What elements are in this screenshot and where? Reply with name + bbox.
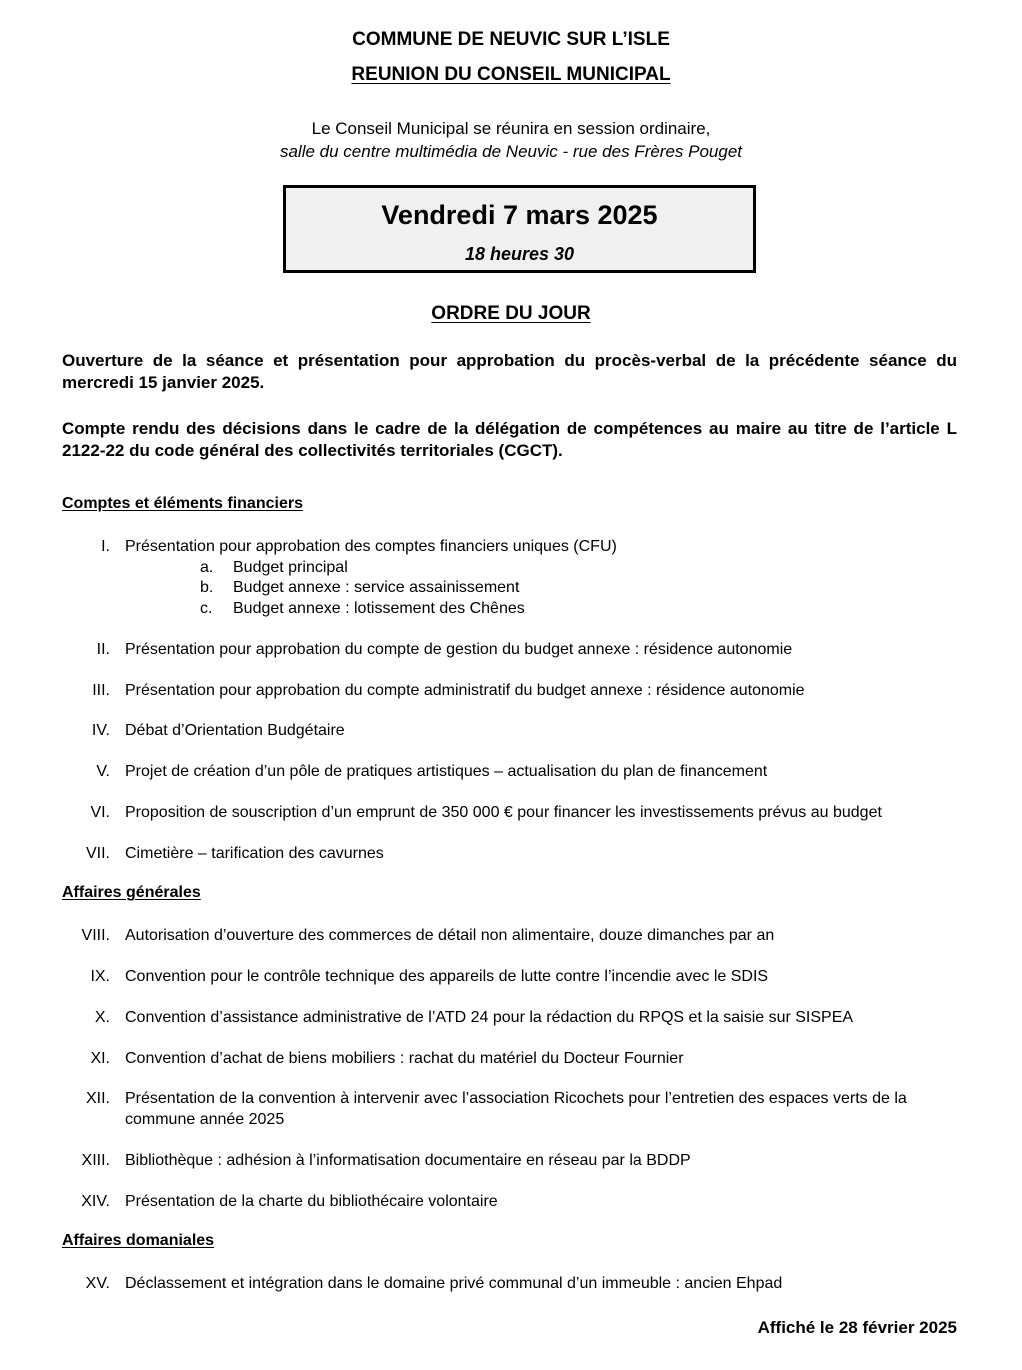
item-number: II. bbox=[96, 641, 110, 658]
item-text: Bibliothèque : adhésion à l’informatisation documentaire en réseau par la BDDP bbox=[125, 1152, 691, 1169]
item-number: III. bbox=[92, 682, 110, 699]
item-number: VII. bbox=[85, 845, 110, 862]
item-text: Déclassement et intégration dans le domaine privé communal d’un immeuble : ancien Ehpad bbox=[125, 1275, 783, 1292]
posted-date: Affiché le 28 février 2025 bbox=[757, 1318, 957, 1337]
item-number: IV. bbox=[91, 722, 110, 739]
sub-item-text: Budget annexe : service assainissement bbox=[233, 579, 520, 596]
session-date-box bbox=[283, 185, 756, 273]
report-paragraph: Compte rendu des décisions dans le cadre de la délégation de compétences au maire au titre de l’article L 2122-22 du code général des collectivités territoriales (CGCT). bbox=[62, 419, 957, 460]
item-text: Présentation pour approbation du compte de gestion du budget annexe : résidence autonomie bbox=[125, 641, 793, 658]
item-number: X. bbox=[94, 1009, 110, 1026]
intro-line-1: Le Conseil Municipal se réunira en session ordinaire, bbox=[311, 119, 711, 138]
intro-line-2: salle du centre multimédia de Neuvic - rue des Frères Pouget bbox=[279, 142, 743, 161]
item-text: Convention d’assistance administrative de l’ATD 24 pour la rédaction du RPQS et la saisie sur SISPEA bbox=[125, 1009, 854, 1026]
item-number: XIV. bbox=[81, 1193, 110, 1210]
sub-item-letter: c. bbox=[200, 600, 213, 617]
sub-item-letter: a. bbox=[200, 559, 214, 576]
section-title-finance: Comptes et éléments financiers bbox=[62, 495, 303, 512]
item-text: Cimetière – tarification des cavurnes bbox=[125, 845, 384, 862]
session-time: 18 heures 30 bbox=[464, 244, 575, 264]
agenda-title: ORDRE DU JOUR bbox=[431, 303, 591, 324]
item-text: Projet de création d’un pôle de pratiques artistiques – actualisation du plan de financement bbox=[125, 763, 768, 780]
item-number: XI. bbox=[90, 1050, 110, 1067]
item-number: V. bbox=[96, 763, 110, 780]
opening-paragraph: Ouverture de la séance et présentation pour approbation du procès-verbal de la précédente séance du mercredi 15 janvier 2025. bbox=[62, 351, 957, 392]
item-text: Présentation pour approbation du compte administratif du budget annexe : résidence autonomie bbox=[125, 682, 805, 699]
item-text: Débat d’Orientation Budgétaire bbox=[125, 722, 345, 739]
sub-item-text: Budget annexe : lotissement des Chênes bbox=[233, 600, 525, 617]
item-number: XIII. bbox=[81, 1152, 110, 1169]
section-title-domain: Affaires domaniales bbox=[62, 1232, 215, 1249]
item-text: Présentation pour approbation des comptes financiers uniques (CFU) bbox=[125, 538, 617, 555]
item-text: Présentation de la charte du bibliothécaire volontaire bbox=[125, 1193, 498, 1210]
item-number: VIII. bbox=[81, 927, 110, 944]
session-date: Vendredi 7 mars 2025 bbox=[381, 200, 658, 230]
sub-item-letter: b. bbox=[200, 579, 214, 596]
section-title-general: Affaires générales bbox=[62, 884, 201, 901]
item-text: Convention d’achat de biens mobiliers : rachat du matériel du Docteur Fournier bbox=[125, 1050, 684, 1067]
item-number: IX. bbox=[90, 968, 110, 985]
meeting-title: REUNION DU CONSEIL MUNICIPAL bbox=[351, 64, 671, 85]
item-number: XV. bbox=[85, 1275, 110, 1292]
item-text: Présentation de la convention à intervenir avec l’association Ricochets pour l’entretien des espaces verts de la commune année 2025 bbox=[125, 1090, 907, 1128]
commune-title: COMMUNE DE NEUVIC SUR L’ISLE bbox=[352, 29, 670, 50]
item-text: Autorisation d’ouverture des commerces de détail non alimentaire, douze dimanches par an bbox=[125, 927, 775, 944]
item-text: Proposition de souscription d’un emprunt de 350 000 € pour financer les investissements prévus au budget bbox=[125, 804, 882, 821]
item-text: Convention pour le contrôle technique des appareils de lutte contre l’incendie avec le SDIS bbox=[125, 968, 769, 985]
item-number: I. bbox=[101, 538, 110, 555]
item-number: XII. bbox=[85, 1090, 110, 1107]
item-number: VI. bbox=[90, 804, 110, 821]
sub-item-text: Budget principal bbox=[233, 559, 348, 576]
